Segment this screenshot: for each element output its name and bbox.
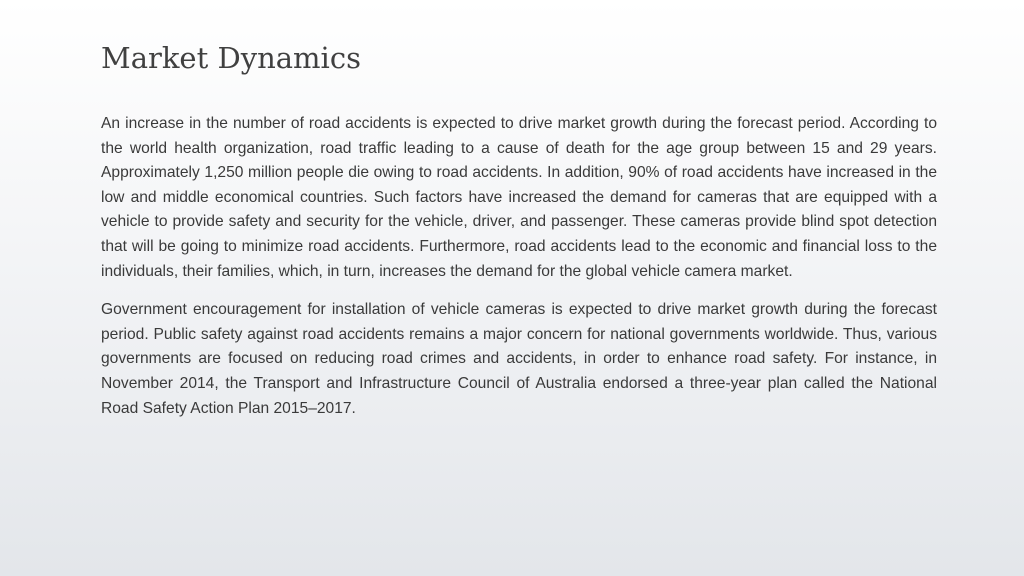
body-paragraph-2: Government encouragement for installation of vehicle cameras is expected to drive market growth during the forecast period. Public safety against road accidents remains a major concern for national governments worldwide. Thus, various governments are focused on reducing road crimes and accidents, in order to enhance road safety. For instance, in November 2014, the Transport and Infrastructure Council of Australia endorsed a three-year plan called the National Road Safety Action Plan 2015–2017. <box>101 301 937 417</box>
slide-body <box>101 112 937 435</box>
slide-title: Market Dynamics <box>101 41 361 75</box>
body-paragraph-1: An increase in the number of road accidents is expected to drive market growth during the forecast period. According to the world health organization, road traffic leading to a cause of death for the age group between 15 and 29 years. Approximately 1,250 million people die owing to road accidents. In addition, 90% of road accidents have increased in the low and middle economical countries. Such factors have increased the demand for cameras that are equipped with a vehicle to provide safety and security for the vehicle, driver, and passenger. These cameras provide blind spot detection that will be going to minimize road accidents. Furthermore, road accidents lead to the economic and financial loss to the individuals, their families, which, in turn, increases the demand for the global vehicle camera market. <box>101 115 937 280</box>
